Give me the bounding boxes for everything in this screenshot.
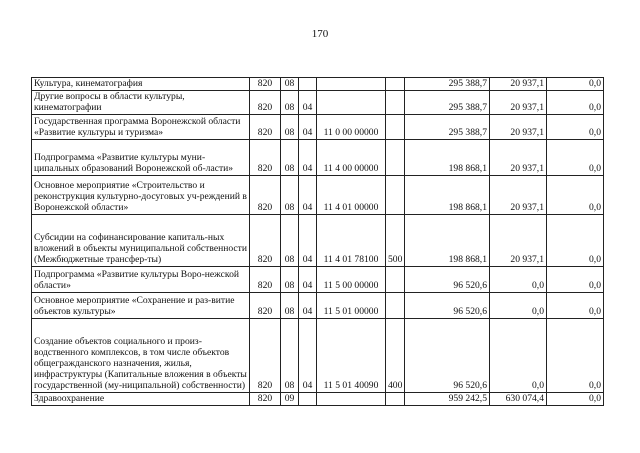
table-row <box>32 91 604 115</box>
cell-vr <box>386 91 405 115</box>
table-row <box>32 293 604 319</box>
cell-value-2: 630 074,4 <box>490 393 547 406</box>
cell-rz: 08 <box>281 319 299 393</box>
cell-pr <box>299 393 317 406</box>
cell-rz: 08 <box>281 91 299 115</box>
cell-value-3: 0,0 <box>547 293 604 319</box>
cell-value-1: 96 520,6 <box>405 267 490 293</box>
row-name: Подпрограмма «Развитие культуры муни-ципальных образований Воронежской об-ласти» <box>32 140 250 176</box>
cell-value-1: 96 520,6 <box>405 319 490 393</box>
cell-csr: 11 0 00 00000 <box>317 115 386 140</box>
cell-pr: 04 <box>299 176 317 215</box>
cell-csr: 11 4 00 00000 <box>317 140 386 176</box>
cell-pr: 04 <box>299 319 317 393</box>
cell-value-1: 198 868,1 <box>405 215 490 267</box>
cell-vr <box>386 78 405 91</box>
table-row <box>32 140 604 176</box>
cell-vr <box>386 115 405 140</box>
cell-csr <box>317 393 386 406</box>
cell-gr: 820 <box>250 319 281 393</box>
cell-value-2: 20 937,1 <box>490 91 547 115</box>
cell-value-3: 0,0 <box>547 267 604 293</box>
cell-gr: 820 <box>250 115 281 140</box>
table-row <box>32 115 604 140</box>
cell-rz: 09 <box>281 393 299 406</box>
row-name: Культура, кинематография <box>32 78 250 91</box>
cell-value-3: 0,0 <box>547 393 604 406</box>
table-row <box>32 319 604 393</box>
cell-gr: 820 <box>250 215 281 267</box>
cell-value-2: 0,0 <box>490 319 547 393</box>
cell-value-3: 0,0 <box>547 176 604 215</box>
cell-value-2: 20 937,1 <box>490 78 547 91</box>
cell-gr: 820 <box>250 91 281 115</box>
table-row <box>32 176 604 215</box>
cell-csr <box>317 91 386 115</box>
cell-vr <box>386 176 405 215</box>
cell-value-3: 0,0 <box>547 78 604 91</box>
budget-table <box>31 77 604 406</box>
cell-rz: 08 <box>281 140 299 176</box>
row-name: Государственная программа Воронежской области «Развитие культуры и туризма» <box>32 115 250 140</box>
cell-csr: 11 4 01 00000 <box>317 176 386 215</box>
table-row <box>32 215 604 267</box>
cell-value-3: 0,0 <box>547 319 604 393</box>
row-name: Здравоохранение <box>32 393 250 406</box>
cell-vr: 400 <box>386 319 405 393</box>
cell-csr: 11 5 01 40090 <box>317 319 386 393</box>
table-row <box>32 267 604 293</box>
cell-pr: 04 <box>299 91 317 115</box>
cell-value-2: 0,0 <box>490 293 547 319</box>
cell-rz: 08 <box>281 293 299 319</box>
cell-value-2: 20 937,1 <box>490 140 547 176</box>
cell-value-1: 96 520,6 <box>405 293 490 319</box>
cell-csr: 11 5 01 00000 <box>317 293 386 319</box>
cell-value-1: 959 242,5 <box>405 393 490 406</box>
cell-gr: 820 <box>250 393 281 406</box>
cell-value-1: 295 388,7 <box>405 91 490 115</box>
cell-rz: 08 <box>281 267 299 293</box>
cell-gr: 820 <box>250 140 281 176</box>
cell-value-1: 198 868,1 <box>405 140 490 176</box>
cell-value-3: 0,0 <box>547 115 604 140</box>
cell-pr <box>299 78 317 91</box>
row-name: Субсидии на софинансирование капиталь-ных вложений в объекты муниципальной собственности (Межбюджетные трансфер-ты) <box>32 215 250 267</box>
table-row <box>32 393 604 406</box>
cell-value-3: 0,0 <box>547 91 604 115</box>
cell-pr: 04 <box>299 115 317 140</box>
cell-vr <box>386 267 405 293</box>
cell-value-3: 0,0 <box>547 215 604 267</box>
cell-rz: 08 <box>281 78 299 91</box>
page-number: 170 <box>311 28 329 40</box>
cell-value-2: 20 937,1 <box>490 215 547 267</box>
row-name: Создание объектов социального и произ-водственного комплексов, в том числе объектов общегражданского назначения, жилья, инфраструктуры (Капитальные вложения в объекты государственной (му-ниципальной) собственности) <box>32 319 250 393</box>
row-name: Подпрограмма «Развитие культуры Воро-нежской области» <box>32 267 250 293</box>
cell-gr: 820 <box>250 78 281 91</box>
cell-value-2: 20 937,1 <box>490 176 547 215</box>
cell-value-1: 198 868,1 <box>405 176 490 215</box>
cell-value-3: 0,0 <box>547 140 604 176</box>
cell-value-1: 295 388,7 <box>405 78 490 91</box>
row-name: Основное мероприятие «Сохранение и раз-витие объектов культуры» <box>32 293 250 319</box>
cell-pr: 04 <box>299 140 317 176</box>
row-name: Другие вопросы в области культуры, кинематографии <box>32 91 250 115</box>
cell-vr <box>386 393 405 406</box>
cell-value-2: 20 937,1 <box>490 115 547 140</box>
cell-vr <box>386 140 405 176</box>
cell-value-2: 0,0 <box>490 267 547 293</box>
cell-rz: 08 <box>281 215 299 267</box>
cell-vr: 500 <box>386 215 405 267</box>
table-row <box>32 78 604 91</box>
cell-vr <box>386 293 405 319</box>
cell-gr: 820 <box>250 267 281 293</box>
cell-csr <box>317 78 386 91</box>
cell-gr: 820 <box>250 293 281 319</box>
cell-pr: 04 <box>299 293 317 319</box>
row-name: Основное мероприятие «Строительство и реконструкция культурно-досуговых уч-реждений в Воронежской области» <box>32 176 250 215</box>
cell-rz: 08 <box>281 115 299 140</box>
cell-gr: 820 <box>250 176 281 215</box>
cell-rz: 08 <box>281 176 299 215</box>
cell-csr: 11 5 00 00000 <box>317 267 386 293</box>
cell-pr: 04 <box>299 215 317 267</box>
cell-csr: 11 4 01 78100 <box>317 215 386 267</box>
cell-pr: 04 <box>299 267 317 293</box>
cell-value-1: 295 388,7 <box>405 115 490 140</box>
